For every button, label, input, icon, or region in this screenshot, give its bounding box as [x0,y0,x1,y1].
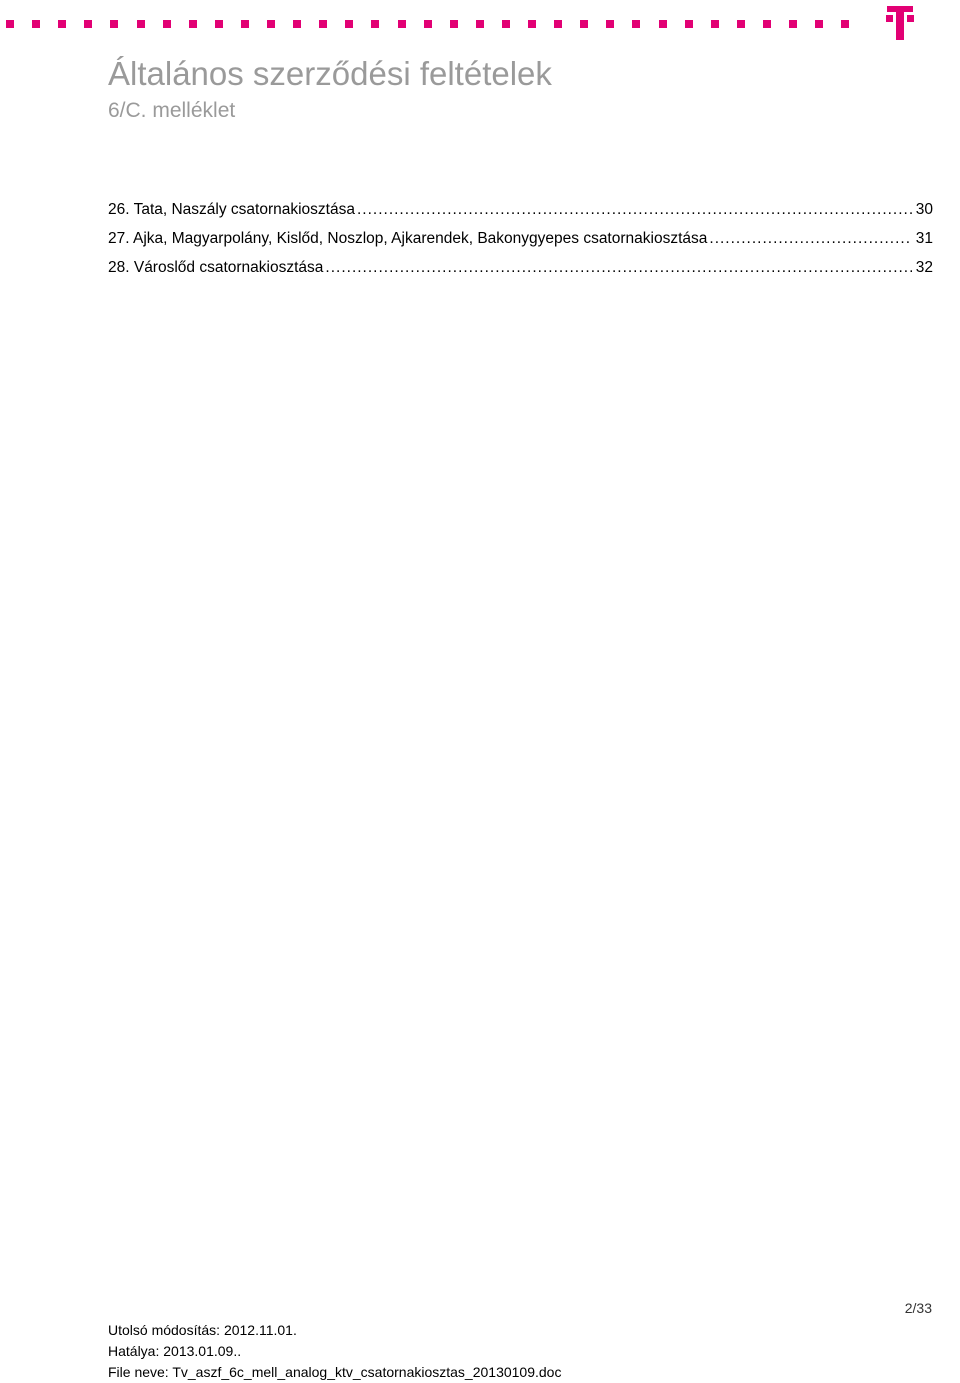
toc-entry-page: 32 [915,259,933,276]
toc-entry[interactable] [108,230,933,259]
brand-dot [841,20,849,28]
brand-dot [815,20,823,28]
brand-dot [110,20,118,28]
toc-dot-leader [709,230,911,248]
brand-dot [606,20,614,28]
brand-dot [580,20,588,28]
brand-dot [398,20,406,28]
table-of-contents [108,201,933,288]
toc-entry-page: 31 [915,230,933,247]
brand-dot [737,20,745,28]
footer-file-name: File neve: Tv_aszf_6c_mell_analog_ktv_csatornakiosztas_20130109.doc [108,1364,562,1380]
brand-dot [763,20,771,28]
toc-entry-label: 27. Ajka, Magyarpolány, Kislőd, Noszlop, Ajkarendek, Bakonygyepes csatornakiosztása [108,230,708,247]
document-footer [108,1320,561,1383]
brand-header-bar [0,0,960,44]
brand-dot [293,20,301,28]
brand-dot [189,20,197,28]
page-number: 2/33 [904,1300,932,1316]
brand-dot [476,20,484,28]
footer-effective-date: Hatálya: 2013.01.09.. [108,1343,242,1359]
brand-dot [84,20,92,28]
footer-last-modified: Utolsó módosítás: 2012.11.01. [108,1322,297,1338]
brand-dot [711,20,719,28]
toc-entry-page: 30 [915,201,933,218]
brand-dot [685,20,693,28]
brand-dot [6,20,14,28]
telekom-t-logo-icon [884,4,916,42]
brand-dot [554,20,562,28]
toc-entry-label: 28. Városlőd csatornakiosztása [108,259,324,276]
toc-dot-leader [357,201,912,219]
toc-entry[interactable] [108,259,933,288]
brand-dot [424,20,432,28]
toc-entry[interactable] [108,201,933,230]
brand-dot [345,20,353,28]
brand-dot [32,20,40,28]
brand-dot [241,20,249,28]
document-subtitle: 6/C. melléklet [108,99,236,122]
document-title: Általános szerződési feltételek [108,55,552,92]
brand-dot [528,20,536,28]
brand-dot [502,20,510,28]
brand-dot [137,20,145,28]
brand-dot [215,20,223,28]
brand-dot [163,20,171,28]
brand-dot [450,20,458,28]
brand-dot [58,20,66,28]
brand-dot [632,20,640,28]
brand-dot [371,20,379,28]
brand-dot [789,20,797,28]
brand-dot [267,20,275,28]
brand-dot [319,20,327,28]
toc-dot-leader [325,259,911,277]
brand-dot [659,20,667,28]
toc-entry-label: 26. Tata, Naszály csatornakiosztása [108,201,355,218]
